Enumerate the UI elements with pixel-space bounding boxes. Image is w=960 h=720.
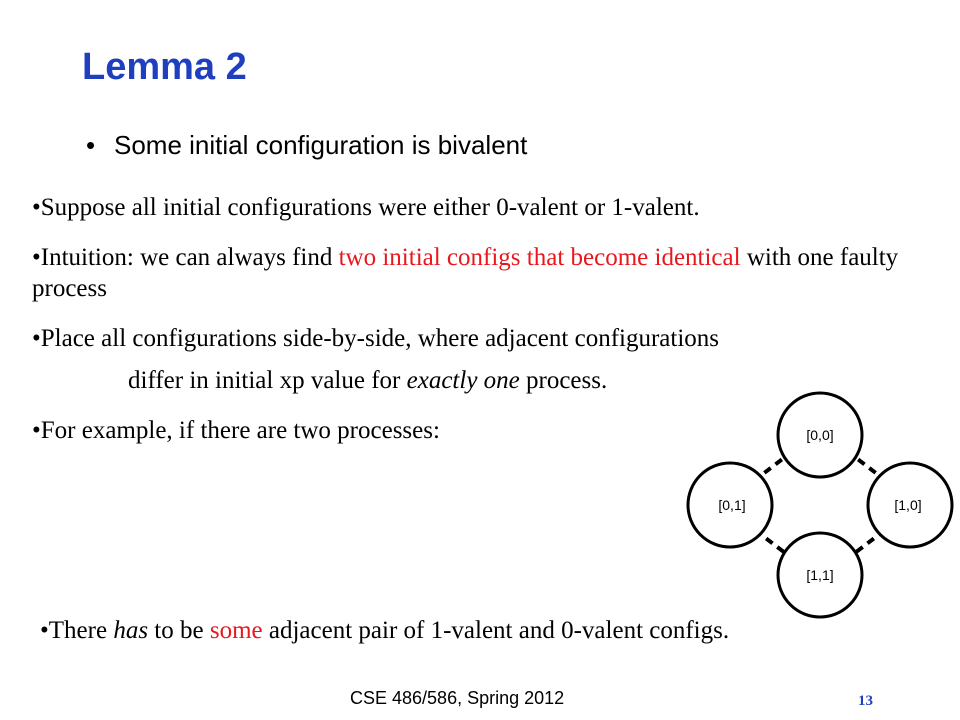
slide-title: Lemma 2: [82, 46, 247, 88]
bullet-glyph: •: [86, 130, 96, 160]
sub-bullet-text: Some initial configuration is bivalent: [114, 130, 528, 160]
node-10-label: [1,0]: [894, 497, 922, 513]
bullet-3: •Place all configurations side-by-side, where adjacent configurations: [32, 325, 720, 352]
sub-bullet: [86, 130, 527, 161]
configuration-ring-diagram: [680, 385, 960, 625]
closing-bullet: •There has to be some adjacent pair of 1-valent and 0-valent configs.: [40, 617, 730, 644]
node-11-label: [1,1]: [806, 567, 834, 583]
node-01-label: [0,1]: [718, 497, 746, 513]
node-00-label: [0,0]: [806, 427, 834, 443]
bullet-2: •Intuition: we can always find two initial configs that become identical with one faulty process: [32, 244, 899, 302]
slide-footer: CSE 486/586, Spring 2012: [350, 688, 565, 708]
page-number: 13: [858, 693, 873, 709]
bullet-1: •Suppose all initial configurations were either 0-valent or 1-valent.: [32, 194, 700, 221]
bullet-3-continuation: differ in initial xp value for exactly one process.: [128, 367, 608, 394]
bullet-4: •For example, if there are two processes:: [32, 417, 440, 444]
highlight-text: some: [209, 617, 263, 644]
highlight-text: two initial configs that become identical: [338, 244, 741, 271]
